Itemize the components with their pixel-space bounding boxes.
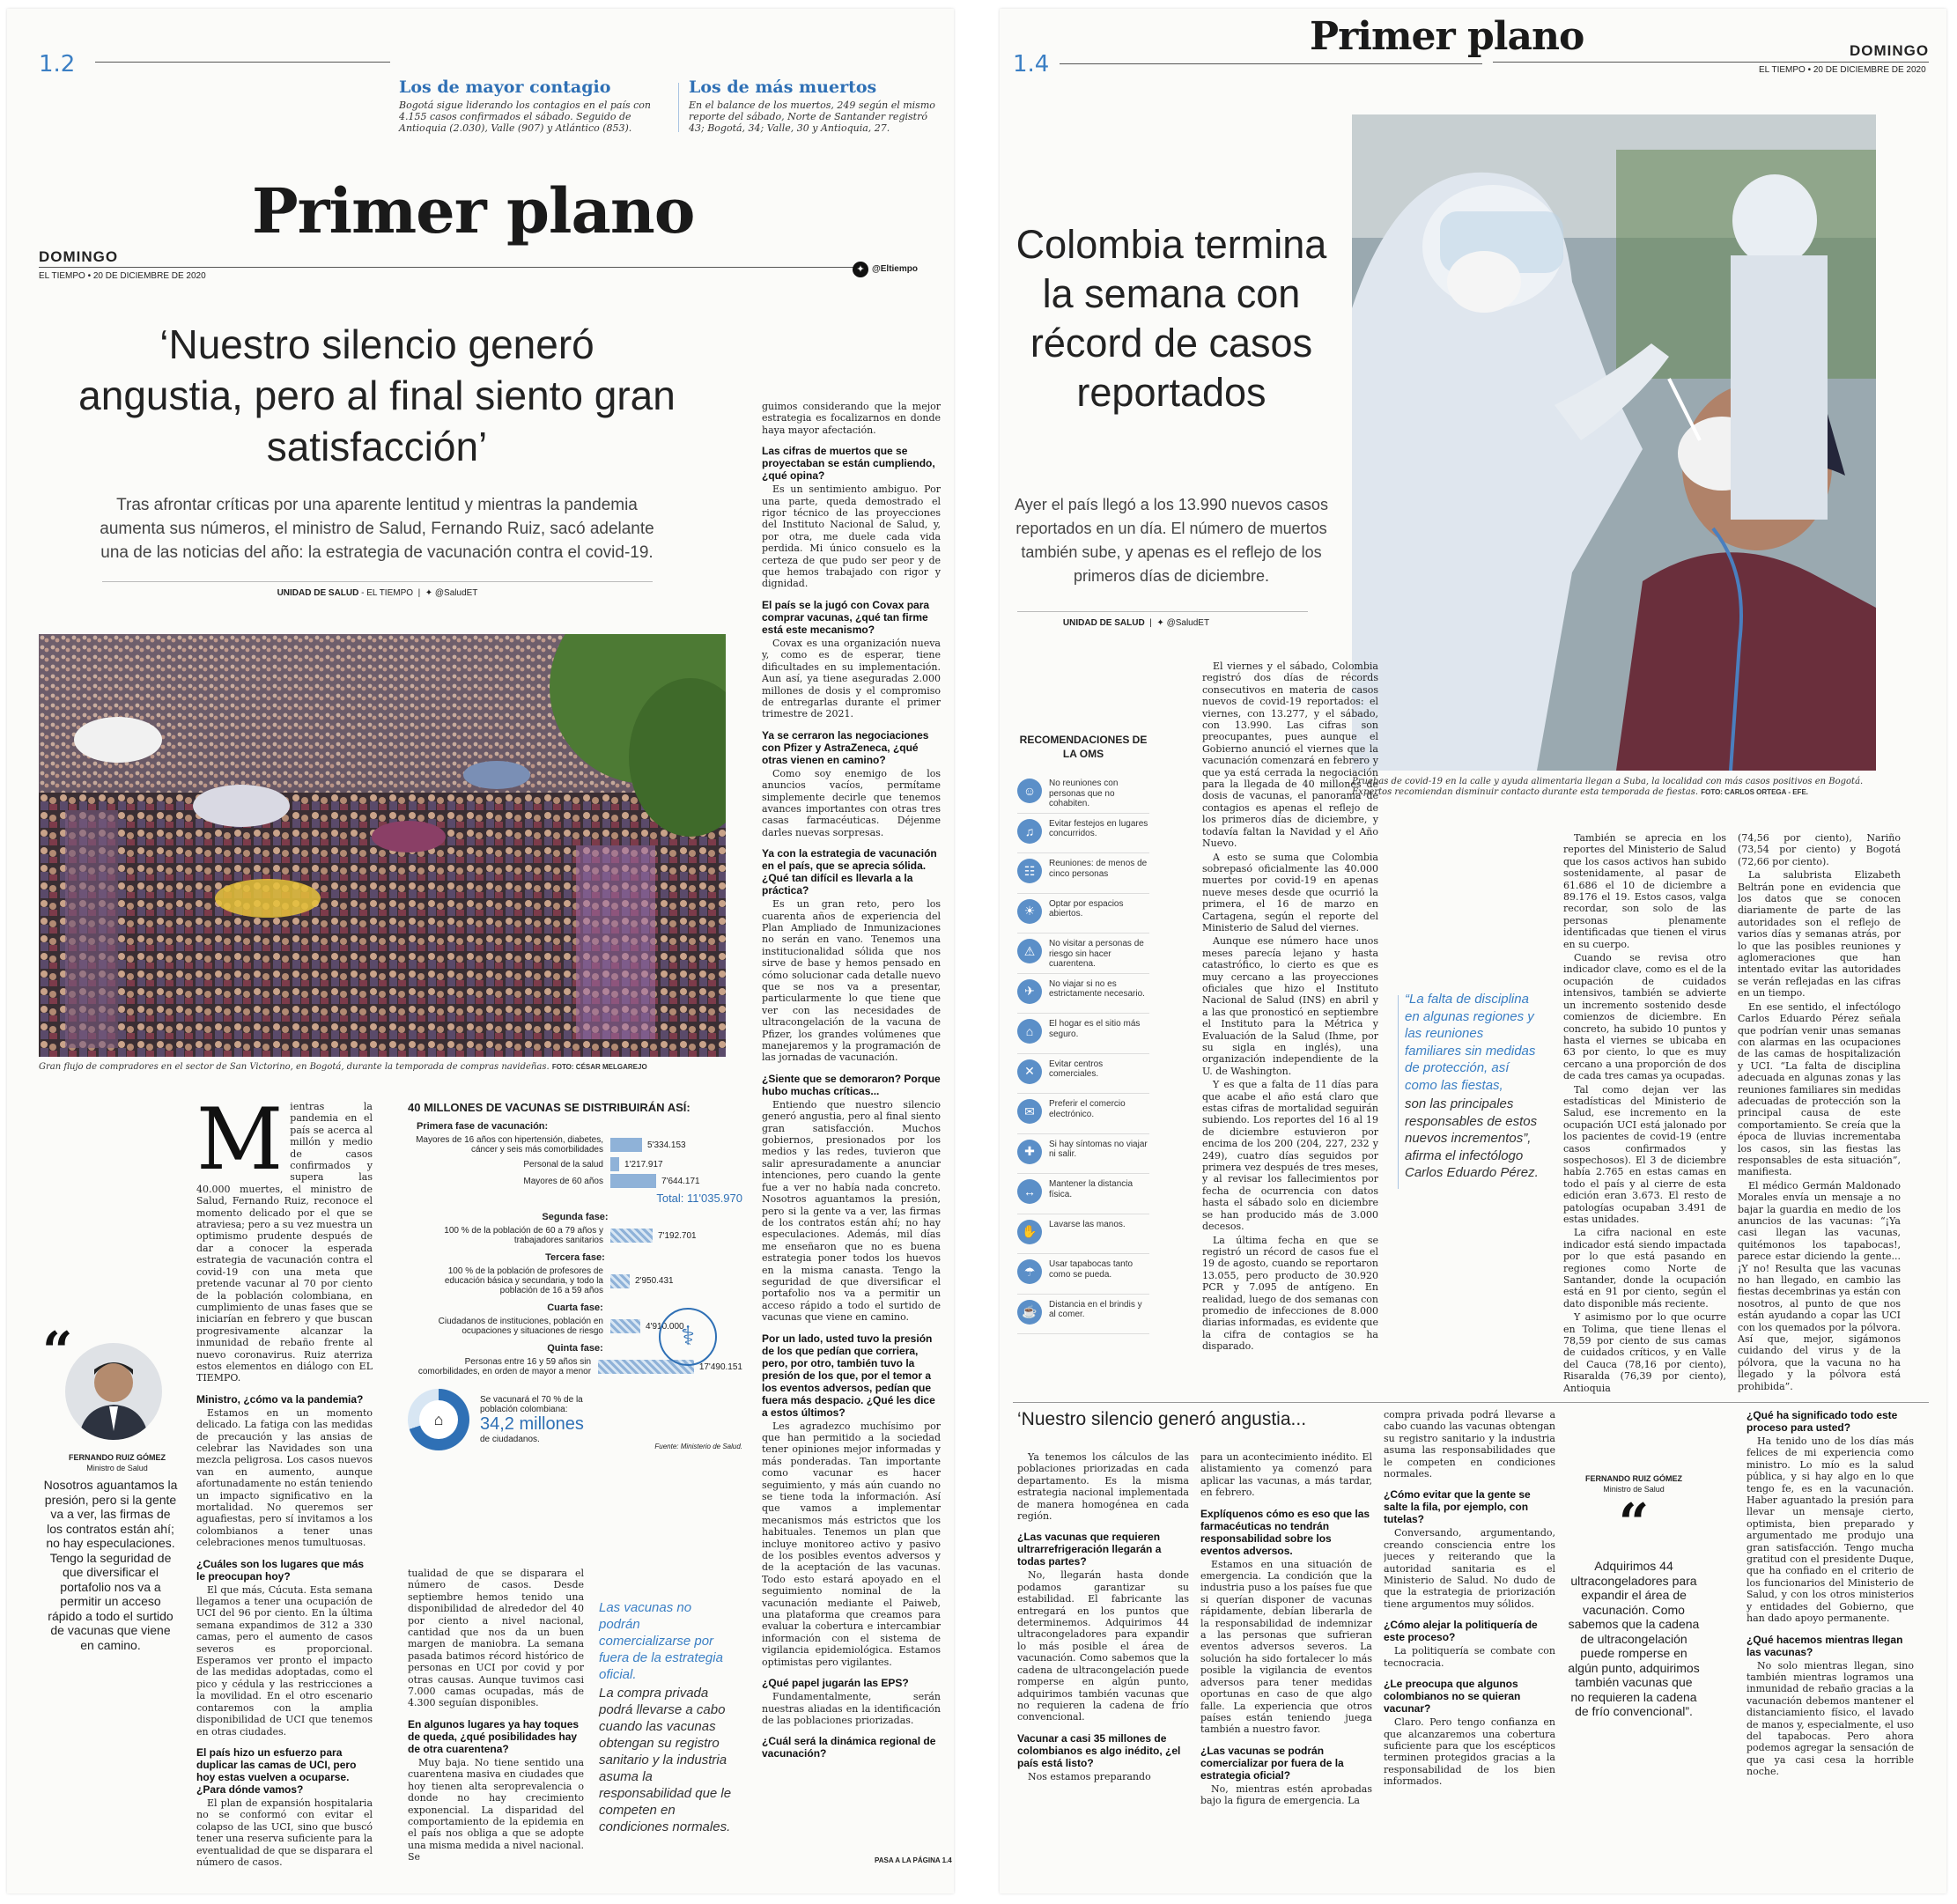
donut-70-percent	[408, 1389, 469, 1450]
answer: Muy baja. No tiene sentido una cuarentena masiva en ciudades que hoy tienen alta seroprevalencia o donde no hay crecimiento exponencial. La disparidad del comportamiento de la epidemia en el país nos obliga a que se adopte una misma medida a nivel nacional. Se	[408, 1756, 584, 1863]
answer: La politiquería se combate con tecnocracia.	[1384, 1645, 1555, 1669]
answer: Covax es una organización nueva y, como es de esperar, tiene dificultades en su implementación. Aun así, ya tiene aseguradas 2.000 millones de dosis y el compromiso de entregarlas durante el primer trimestre de 2021.	[762, 637, 941, 720]
oms-item-text: Reuniones: de menos de cinco personas	[1049, 859, 1148, 879]
coverage-note: Se vacunará el 70 % de la población colombiana:	[480, 1395, 583, 1414]
paragraph: Aunque ese número hace unos meses parecía lejano y hasta catastrófico, lo cierto es que es muy cercano a las proyecciones oficiales que hizo el Instituto Nacional de Salud (INS) en abril y a las que pronosticó en septiembre el Instituto para la Métrica y Evaluación de la Salud (Ihme, por su sigla en inglés), una organización independiente de la U. de Washington.	[1202, 935, 1378, 1077]
phase1-row: Personal de la salud 1'217.917	[408, 1157, 742, 1171]
phase3-row: 100 % de la población de profesores de educación básica y secundaria, y todo la población de 16 a 59 años 2'950.431	[444, 1266, 674, 1295]
page-number: 1.4	[1013, 51, 1050, 77]
paragraph: La salubrista Elizabeth Beltrán pone en evidencia que los datos que se conocen diariamente de parte de las autoridades son el reflejo de varios días y semanas atrás, por lo que las posibles reuniones y aglomeraciones que han intentado evitar las autoridades se verán reflejadas en las cifras en un tiempo.	[1738, 869, 1901, 1000]
paragraph: El viernes y el sábado, Colombia registró dos días de récords consecutivos en materia de casos nuevos de covid-19 reportados: el viernes, con 13.277, y el sábado, con 13.990. Las cifras son preocupantes, pues aunque el Gobierno anunció el viernes que la vacunación comenzará en febrero y que ya está cerrada la negociación para la llegada de 40 millones de dosis de vacunas, el panorama de contagios es apenas el reflejo de los primeros días de diciembre, y todavía faltan la Navidad y el Año Nuevo.	[1202, 660, 1378, 850]
kicker-title: Los de mayor contagio	[399, 77, 611, 97]
avatar	[65, 1343, 162, 1440]
question: ¿Qué ha significado todo este proceso para usted?	[1747, 1409, 1898, 1434]
twitter-icon: ✦	[853, 262, 868, 277]
continuation-column-d	[1747, 1409, 1914, 1889]
continuation-column-b	[1200, 1451, 1372, 1892]
recommendation-icon: ✈	[1017, 979, 1042, 1004]
page-number: 1.2	[39, 51, 76, 77]
oms-item-text: Lavarse las manos.	[1049, 1219, 1126, 1229]
testing-photo	[1352, 114, 1876, 771]
vaccine-infographic	[408, 1101, 742, 1550]
answer: Es un sentimiento ambiguo. Por una parte, queda demostrado el rigor técnico de las proyecciones del Instituto Nacional de Salud, y, por otra, me duele cada vida perdida. Mi único consuelo es la certeza de que pudo ser peor y de que hemos trabajado con rigor y dignidad.	[762, 483, 941, 590]
question: Vacunar a casi 35 millones de colombianos es algo inédito, ¿el país está listo?	[1017, 1731, 1181, 1769]
oms-item-text: Optar por espacios abiertos.	[1049, 898, 1124, 919]
article-column-c	[1738, 832, 1901, 1405]
pull-name: FERNANDO RUIZ GÓMEZ	[69, 1453, 166, 1462]
answer: Estamos en una situación de emergencia. La condición que la industria puso a los países fue que si querían disponer de vacunas rápidamente, debían liberarla de la responsabilidad de indemnizar a las personas que sufrieran eventos adversos severos. La solución ha sido fortalecer lo más posible la vigilancia de eventos adversos para tener medidas oportunas en caso de que algo falle. La experiencia que otros países están teniendo juega también a nuestro favor.	[1200, 1558, 1372, 1736]
oms-item-text: No visitar a personas de riesgo sin hacer cuarentena.	[1049, 939, 1144, 969]
headline: Colombia termina la semana con récord de casos reportados	[1015, 222, 1327, 415]
paragraph: La cifra nacional en este indicador está siendo impactada por lo que está pasando en regiones como Norte de Santander, donde la ocupación está en 91 por ciento, según el dato disponible más reciente.	[1563, 1227, 1726, 1310]
source: Fuente: Ministerio de Salud.	[654, 1443, 742, 1450]
byline: UNIDAD DE SALUD | ✦ @SaludET	[1062, 618, 1210, 628]
kicker-contagio	[399, 77, 663, 134]
question: Ya se cerraron las negociaciones con Pfizer y AstraZeneca, ¿qué otras vienen en camino?	[762, 728, 929, 766]
coverage-big: 34,2 millones	[480, 1414, 584, 1434]
pull-quote: Nosotros aguantamos la presión, pero si la gente va a ver, las firmas de los contratos están ahí; no hay especulaciones. Tengo la seguridad de que diversificar el portafolio nos va a permitir un acceso rápido a todo el surtido de vacunas que viene en camino.	[43, 1478, 178, 1652]
answer: No, llegarán hasta donde podamos garantizar su estabilidad. El fabricante las entregará en los puntos que determinemos. Adquirimos 44 ultracongeladores para expandir lo más posible el área de vacunación. Como sabemos que la cadena de ultracongelación puede romperse en algún punto, adquirimos también vacunas que no requieren la cadena de frío convencional.	[1017, 1569, 1189, 1723]
question: Ya con la estrategia de vacunación en el país, que se aprecia sólida. ¿Qué tan difícil es llevarla a la práctica?	[762, 847, 937, 897]
paragraph: Ya tenemos los cálculos de las poblaciones priorizadas en cada departamento. Es la misma estrategia nacional implementada de manera homogénea en cada región.	[1017, 1451, 1189, 1523]
paragraph: En ese sentido, el infectólogo Carlos Eduardo Pérez señala que podrían venir unas semanas con alarmas en las ocupaciones de las camas de hospitalización y UCI. “La falta de disciplina adecuada en algunas zonas y las reuniones familiares sin medidas adecuadas de protección son la principal causa de este comportamiento. Se creía que la época de lluvias incrementaba los casos, sin las fiestas las responsables de esta situación”, manifiesta.	[1738, 1000, 1901, 1178]
answer: Como soy enemigo de los anuncios vacíos, permítame simplemente decirle que tenemos avances importantes con otras tres casas farmacéuticas. Déjenme darles nuevas sorpresas.	[762, 767, 941, 838]
question: ¿Le preocupa que algunos colombianos no se quieran vacunar?	[1384, 1678, 1521, 1716]
oms-item-text: Si hay síntomas no viajar ni salir.	[1049, 1139, 1148, 1159]
answer: Les agradezco muchísimo por que han permitido a la sociedad tener opiniones mejor informadas y más ponderadas. Tan importante como vacunar es hacer seguimiento, y más aún cuando no se tiene toda la información. Así que vamos a implementar mecanismos más estrictos que los habituales. Tenemos un plan que incluye monitoreo activo y pasivo de los posibles eventos adversos y de la aceptación de las vacunas. Todo esto estará apoyado en el seguimiento nominal de la vacunación mediante el Paiweb, una plataforma que creamos para evaluar la cobertura e intercambiar información con el sistema de vigilancia epidemiológica. Estamos optimistas pero vigilantes.	[762, 1420, 941, 1668]
paragraph: La última fecha en que se registró un récord de casos fue el 19 de agosto, cuando se reportaron 13.055, pero producto de 30.920 PCR y 7.095 de antígeno. En realidad, luego de dos semanas con promedio de infecciones de 8.000 diarias informadas, es evidente que la cifra de contagios se ha disparado.	[1202, 1234, 1378, 1353]
oms-item	[1017, 1014, 1149, 1054]
phase-label: Primera fase de vacunación:	[417, 1121, 549, 1132]
paragraph: A esto se suma que Colombia sobrepasó oficialmente las 40.000 muertes por covid-19 en apenas nueve meses desde que ocurrió la primera, el 16 de marzo en Cartagena, según el reporte del Ministerio de Salud del viernes.	[1202, 851, 1378, 934]
dropcap: M	[196, 1101, 284, 1189]
question: ¿Qué papel jugarán las EPS?	[762, 1677, 909, 1690]
answer: No, mientras estén aprobadas bajo la figura de emergencia. La	[1200, 1782, 1372, 1807]
jump-line: PASA A LA PÁGINA 1.4	[875, 1856, 952, 1864]
question: ¿Las vacunas se podrán comercializar por fuera de la estrategia oficial?	[1200, 1744, 1344, 1782]
phase-label: Cuarta fase:	[547, 1303, 603, 1313]
pull-name: FERNANDO RUIZ GÓMEZ	[1585, 1474, 1682, 1483]
article-column-1	[196, 1101, 373, 1885]
oms-item-text: Evitar festejos en lugares concurridos.	[1049, 818, 1148, 838]
oms-recommendations	[1017, 733, 1149, 1334]
lead-paragraph: ientras la pandemia en el país se acerca al millón y medio de casos confirmados y supera las 40.000 muertes, el ministro de Salud, Fernando Ruiz, reconoce el momento delicado por el que se atraviesa; pero a su vez muestra un optimismo prudente después de dar a conocer la esperada estrategia de vacunación contra el covid-19 con una meta que pretende vacunar al 70 por ciento de la población colombiana, en cumplimiento de unas fases que se iniciarían en febrero y que buscan progresivamente alcanzar la inmunidad de rebaño frente al nuevo coronavirus. Ruiz aterriza estos elementos en diálogo con EL TIEMPO.	[196, 1101, 373, 1384]
answer: Conversando, argumentando, creando consciencia entre los jueces y reiterando que la autoridad sanitaria es el Ministerio de Salud. No dudo de que la estrategia de priorización tiene argumentos muy sólidos.	[1384, 1527, 1555, 1610]
answer: guimos considerando que la mejor estrategia es focalizarnos en donde haya mayor afectación.	[762, 401, 941, 436]
recommendation-icon: ⌂	[1017, 1019, 1042, 1044]
oms-item-text: No viajar si no es estrictamente necesario.	[1049, 978, 1145, 999]
deck: Tras afrontar críticas por una aparente lentitud y mientras la pandemia aumenta sus números, el ministro de Salud, Fernando Ruiz, sacó adelante una de las noticias del año: la estrategia de vacunación contra el covid-19.	[100, 496, 654, 562]
kicker-text: Bogotá sigue liderando los contagios en el país con 4.155 casos confirmados el sábado. Seguido de Antioquia (2.030), Valle (907) y Atlántico (853).	[399, 100, 651, 134]
continuation-column-a	[1017, 1451, 1189, 1892]
oms-item-text: Mantener la distancia física.	[1049, 1179, 1134, 1199]
recommendation-icon: ☷	[1017, 859, 1042, 883]
answer: Fundamentalmente, serán nuestras aliadas en la identificación de las poblaciones priorizadas.	[762, 1691, 941, 1726]
oms-item-text: Distancia en el brindis y al comer.	[1049, 1299, 1142, 1319]
pull-role: Ministro de Salud	[1603, 1485, 1665, 1494]
day-label: DOMINGO	[1850, 42, 1930, 59]
article-column-3	[762, 401, 941, 1876]
photo-caption: Gran flujo de compradores en el sector de San Victorino, en Bogotá, durante la temporada de compras navideñas. FOTO: CÉSAR MELGAREJO	[39, 1062, 647, 1072]
phase4-row: Ciudadanos de instituciones, población en ocupaciones y situaciones de riesgo 4'910.000	[438, 1317, 684, 1336]
kicker-text: En el balance de los muertos, 249 según el mismo reporte del sábado, Norte de Santander registró 43; Bogotá, 34; Valle, 30 y Antioquia, 27.	[689, 100, 935, 134]
headline: ‘Nuestro silencio generó angustia, pero al final siento gran satisfacción’	[78, 321, 676, 469]
paragraph: (74,56 por ciento), Nariño (73,54 por ciento) y Bogotá (72,66 por ciento).	[1738, 832, 1901, 867]
oms-item	[1017, 974, 1149, 1015]
paragraph: compra privada podrá llevarse a cabo cuando las vacunas obtengan su registro sanitario y la industria asuma las responsabilidades que le competen en condiciones normales.	[1384, 1409, 1555, 1480]
question: ¿Las vacunas que requieren ultrarrefrigeración llegarán a todas partes?	[1017, 1531, 1162, 1568]
answer: Estamos en un momento delicado. La fatiga con las medidas de precaución y las ansias de celebrar las Navidades son una mezcla peligrosa. Los casos nuevos van en aumento, aunque afortunadamente no están teniendo un impacto significativo en la mortalidad. No queremos ser aguafiestas, pero sí invitamos a los colombianos a tener unas celebraciones menos tumultuosas.	[196, 1406, 373, 1549]
oms-title: RECOMENDACIONES DE LA OMS	[1019, 734, 1148, 760]
article-column-a	[1202, 660, 1378, 1435]
answer: Claro. Pero tengo confianza en que alcanzaremos una cobertura suficiente para que los escépticos terminen protegidos gracias a la responsabilidad de los bien informados.	[1384, 1716, 1555, 1788]
oms-item	[1017, 1214, 1149, 1255]
day-label: DOMINGO	[39, 248, 119, 265]
masthead: Primer plano	[1310, 14, 1584, 59]
recommendation-icon: ☂	[1017, 1259, 1042, 1284]
answer: El plan de expansión hospitalaria no se conformó con evitar el colapso de las UCI, sino que buscó tener una reserva suficiente para la eventualidad de que se disparara el número de casos.	[196, 1797, 373, 1868]
question: Por un lado, usted tuvo la presión de los que pedían que corriera, pero, por otro, también tuvo la presión de los que, por el temor a los eventos adversos, pedían que fuera más despacio. ¿Qué les dice a estos últimos?	[762, 1332, 935, 1419]
article-column-b	[1563, 832, 1726, 1405]
pull-quote: “La falta de disciplina en algunas regiones y las reuniones familiares sin medidas de protección, así como las fiestas, son las principales responsables de estos nuevos incrementos”, afirma el infectólogo Carlos Eduardo Pérez.	[1405, 992, 1539, 1180]
recommendation-icon: ☕	[1017, 1300, 1042, 1325]
answer: Es un gran reto, pero los cuarenta años de experiencia del Plan Ampliado de Inmunizaciones no serán en vano. Tenemos una institucionalidad sólida que nos sirve de base y hemos pensado en cómo solucionar cada detalle nuevo que se nos va a presentar, particularmente lo que tiene que ver con las necesidades de ultracongelación de la vacuna de Pfizer, los grandes volúmenes que manejaremos y la programación de las jornadas de vacunación.	[762, 898, 941, 1064]
deck: Ayer el país llegó a los 13.990 nuevos casos reportados en un día. El número de muertos también sube, y apenas es el reflejo de los primeros días de diciembre.	[1015, 496, 1328, 585]
paragraph: El médico Germán Maldonado Morales envía un mensaje a no bajar la guardia en medio de los anuncios de las vacunas: “¡Ya casi llegan las vacunas, quitémonos los tapabocas!, parece estar diciendo la gente... ¡Y no! Resulta que las vacunas no han llegado, en cambio las fiestas decembrinas ya están con nosotros, al punto de que nos están ayudando a copar las UCI con los quemados por la pólvora. Así que, mejor, sigámonos cuidando del virus y de la pólvora, que la vacuna no ha llegado y la pólvora está prohibida”.	[1738, 1179, 1901, 1392]
paragraph: Tal como dejan ver las estadísticas del Ministerio de Salud, ese incremento en la ocupación UCI está jalonado por los pacientes de covid-19 (entre casos confirmados y sospechosos). El 3 de diciembre había 2.765 en estas camas en todo el país y al cierre de esta edición eran 3.673. El resto de patologías ocupaban 3.491 de estas unidades.	[1563, 1083, 1726, 1225]
recommendation-icon: ↔	[1017, 1179, 1042, 1204]
question: ¿Cuáles son los lugares que más le preocupan hoy?	[196, 1557, 365, 1583]
paragraph: También se aprecia en los reportes del Ministerio de Salud que los casos activos han subido sostenidamente, al pasar de 61.686 el 10 de diciembre a 89.176 el 19. Estos casos, valga recordar, son solo de las personas plenamente identificadas que tienen el virus en su cuerpo.	[1563, 832, 1726, 950]
recommendation-icon: ✉	[1017, 1099, 1042, 1124]
paragraph: para un acontecimiento inédito. El alistamiento ya comenzó para aplicar las vacunas, a más tardar, en febrero.	[1200, 1451, 1372, 1499]
oms-item	[1017, 814, 1149, 854]
article-column-2	[408, 1568, 584, 1885]
recommendation-icon: ☀	[1017, 899, 1042, 924]
question: ¿Cuál será la dinámica regional de vacunación?	[762, 1735, 936, 1760]
answer: Ha tenido uno de los días más felices de mi experiencia como ministro. Lo mío es la salud pública, y si hay algo en lo que tengo fe, es en la vacunación. Haber aguantado la presión para llevar un mensaje cierto, optimista, bien preparado y argumentado me produjo una gran satisfacción. Tengo mucha gratitud con el presidente Duque, que ha confiado en el criterio de los funcionarios del Ministerio de Salud, y con los otros ministerios y entidades del Gobierno, que han dado apoyo permanente.	[1747, 1435, 1914, 1625]
phase1-total: Total: 11'035.970	[656, 1192, 742, 1205]
oms-item	[1017, 773, 1149, 814]
pull-role: Ministro de Salud	[86, 1464, 148, 1472]
masthead: Primer plano	[252, 174, 695, 247]
question: Las cifras de muertos que se proyectaban se están cumpliendo, ¿qué opina?	[762, 445, 935, 483]
oms-item-text: Preferir el comercio electrónico.	[1049, 1099, 1126, 1119]
recommendation-icon: ✋	[1017, 1220, 1042, 1244]
quote-mark-icon: “	[1618, 1493, 1650, 1554]
question: Explíquenos cómo es eso que las farmacéuticas no tendrán responsabilidad sobre los eventos adversos.	[1200, 1507, 1370, 1557]
oms-item	[1017, 1295, 1149, 1335]
dateline: EL TIEMPO • 20 DE DICIEMBRE DE 2020	[39, 271, 206, 281]
question: ¿Cómo alejar la politiquería de este proceso?	[1384, 1619, 1538, 1644]
paragraph: Cuando se revisa otro indicador clave, como es el de la ocupación de cuidados intensivos, también se advierte un incremento sostenido desde comienzos de diciembre. En concreto, ha subido 10 puntos y hasta el viernes se ubicaba en 63 por ciento, lo que es muy cercano a una proporción de dos de cada tres camas ya ocupadas.	[1563, 952, 1726, 1082]
answer: El que más, Cúcuta. Esta semana llegamos a tener una ocupación de UCI del 96 por ciento. En la última semana expandimos de 312 a 330 camas, pero el aumento de casos severos es proporcional. Esperamos ver pronto el impacto de las medidas adoptadas, como el pico y cédula y las restricciones a la movilidad. En el otro escenario contaremos con la amplia disponibilidad de UCI que tenemos en otras ciudades.	[196, 1583, 373, 1738]
crowd-photo	[39, 634, 726, 1057]
oms-item	[1017, 853, 1149, 894]
photo-caption: Pruebas de covid-19 en la calle y ayuda alimentaria llegan a Suba, la localidad con más casos positivos en Bogotá. Expertos recomiendan disminuir contacto durante esta temporada de fiestas. FOTO: CARLOS ORTEGA - EFE.	[1352, 777, 1864, 797]
coverage-sub: de ciudadanos.	[480, 1435, 540, 1444]
twitter-handle: @Eltiempo	[872, 264, 918, 274]
oms-item	[1017, 1094, 1149, 1134]
infographic-title: 40 MILLONES DE VACUNAS SE DISTRIBUIRÁN ASÍ:	[408, 1101, 690, 1114]
paragraph: Y es que a falta de 11 días para que acabe el año está claro que estas cifras de mortalidad seguirán subiendo. Los reportes del 16 al 19 de diciembre estuvieron por encima de los 200 (204, 227, 232 y 249), cuatro días seguidos por primera vez después de tres meses, y al revisar los fallecimientos por fecha de ocurrencia con datos hasta el sábado solo en diciembre se han producido más de 3.000 decesos.	[1202, 1079, 1378, 1233]
kicker-title: Los de más muertos	[689, 77, 877, 97]
oms-item-text: El hogar es el sitio más seguro.	[1049, 1019, 1141, 1039]
recommendation-icon: ☺	[1017, 779, 1042, 803]
phase1-row: Mayores de 16 años con hipertensión, diabetes, cáncer y seis más comorbilidades 5'334.153	[416, 1135, 686, 1155]
phase-label: Tercera fase:	[545, 1252, 605, 1263]
question: ¿Siente que se demoraron? Porque hubo muchas críticas...	[762, 1072, 941, 1097]
newspaper-page-left	[7, 9, 954, 1893]
quote-mark-icon: “	[42, 1321, 73, 1383]
question: Ministro, ¿cómo va la pandemia?	[196, 1392, 364, 1406]
question: ¿Qué hacemos mientras llegan las vacunas?	[1747, 1633, 1903, 1658]
phase-label: Quinta fase:	[547, 1343, 603, 1354]
oms-item-text: Evitar centros comerciales.	[1049, 1059, 1104, 1079]
dateline: EL TIEMPO • 20 DE DICIEMBRE DE 2020	[1759, 65, 1926, 75]
oms-item	[1017, 894, 1149, 934]
oms-item	[1017, 1134, 1149, 1175]
paragraph: Y asimismo por lo que ocurre en Tolima, que tiene llenas el 78,59 por ciento de sus camas de cuidados críticos, y en Valle del Cauca (78,16 por ciento), Risaralda (76,39 por ciento), Antioquia	[1563, 1311, 1726, 1394]
oms-item	[1017, 1054, 1149, 1095]
oms-item-text: Usar tapabocas tanto como se pueda.	[1049, 1259, 1134, 1280]
recommendation-icon: ✚	[1017, 1140, 1042, 1164]
question: El país hizo un esfuerzo para duplicar las camas de UCI, pero hoy estas vuelven a ocuparse. ¿Para dónde vamos?	[196, 1745, 357, 1796]
oms-item	[1017, 934, 1149, 974]
phase5-row: Personas entre 16 y 59 años sin comorbilidades, en orden de mayor a menor 17'490.151	[417, 1357, 742, 1376]
oms-item	[1017, 1174, 1149, 1214]
answer: Entiendo que nuestro silencio generó angustia, pero al final siento gran satisfacción. Muchos gobiernos, presionados por los medios y las redes, tuvieron que salir apresuradamente a anunciar intenciones, pero cuando la gente fue a ver no había nada concreto. Nosotros aguantamos la presión, pero si la gente va a ver, las firmas de los contratos están ahí; no hay especulaciones. Además, mil días me enseñaron que no es buena estrategia poner todos los huevos en la misma canasta. Tengo la seguridad de que diversificar el portafolio nos va a permitir un acceso rápido a todo el surtido de vacunas que viene en camino.	[762, 1098, 941, 1324]
pull-quote: Adquirimos 44 ultracongeladores para expandir el área de vacunación. Como sabemos que la cadena de ultracongelación puede romperse en algún punto, adquirimos también vacunas que no requieren la cadena de frío convencional”.	[1568, 1559, 1700, 1718]
question: En algunos lugares ya hay toques de queda, ¿qué posibilidades hay de otra cuarentena?	[408, 1717, 580, 1755]
recommendation-icon: ⚠	[1017, 939, 1042, 963]
continuation-column-c	[1384, 1409, 1555, 1889]
people-icon: ⌂	[419, 1400, 458, 1439]
phase2-row: 100 % de la población de 60 a 79 años y trabajadores sanitarios 7'192.701	[444, 1226, 697, 1245]
question: El país se la jugó con Covax para comprar vacunas, ¿qué tan firme está este mecanismo?	[762, 598, 930, 636]
answer: tualidad de que se disparara el número de casos. Desde septiembre hemos tenido una disponibilidad de alrededor del 40 por ciento a nivel nacional, cantidad que nos da un buen margen de maniobra. La semana pasada batimos récord histórico de personas en UCI por covid y por otras causas. Aunque tuvimos casi 7.000 camas ocupadas, más de 4.300 seguían disponibles.	[408, 1568, 584, 1709]
phase1-row: Mayores de 60 años 7'644.171	[408, 1174, 742, 1188]
pull-quote-2: Las vacunas no podrán comercializarse por fuera de la estrategia oficial. La compra privada podrá llevarse a cabo cuando las vacunas obtengan su registro sanitario y la industria asuma la responsabilidad que le competen en condiciones normales.	[599, 1600, 732, 1834]
byline: UNIDAD DE SALUD - EL TIEMPO | ✦ @SaludET	[277, 588, 478, 598]
kicker-muertos	[689, 77, 944, 134]
oms-item-text: No reuniones con personas que no cohabiten.	[1049, 779, 1119, 808]
recommendation-icon: ✕	[1017, 1059, 1042, 1084]
phase-label: Segunda fase:	[542, 1212, 609, 1222]
oms-item	[1017, 1254, 1149, 1295]
syringe-icon: ⚕	[659, 1308, 717, 1366]
answer: No solo mientras llegan, sino también mientras logramos una inmunidad de rebaño gracias a la vacunación debemos mantener el distanciamiento físico, el lavado de manos y, especialmente, el uso del tapabocas. Pero ahora podemos agregar la sensación de que ya casi cesa la horrible noche.	[1747, 1659, 1914, 1778]
newspaper-page-right	[1000, 9, 1946, 1893]
answer: Nos estamos preparando	[1028, 1770, 1151, 1782]
recommendation-icon: ♫	[1017, 819, 1042, 844]
continuation-title: ‘Nuestro silencio generó angustia...	[1017, 1409, 1307, 1429]
question: ¿Cómo evitar que la gente se salte la fila, por ejemplo, con tutelas?	[1384, 1488, 1531, 1526]
